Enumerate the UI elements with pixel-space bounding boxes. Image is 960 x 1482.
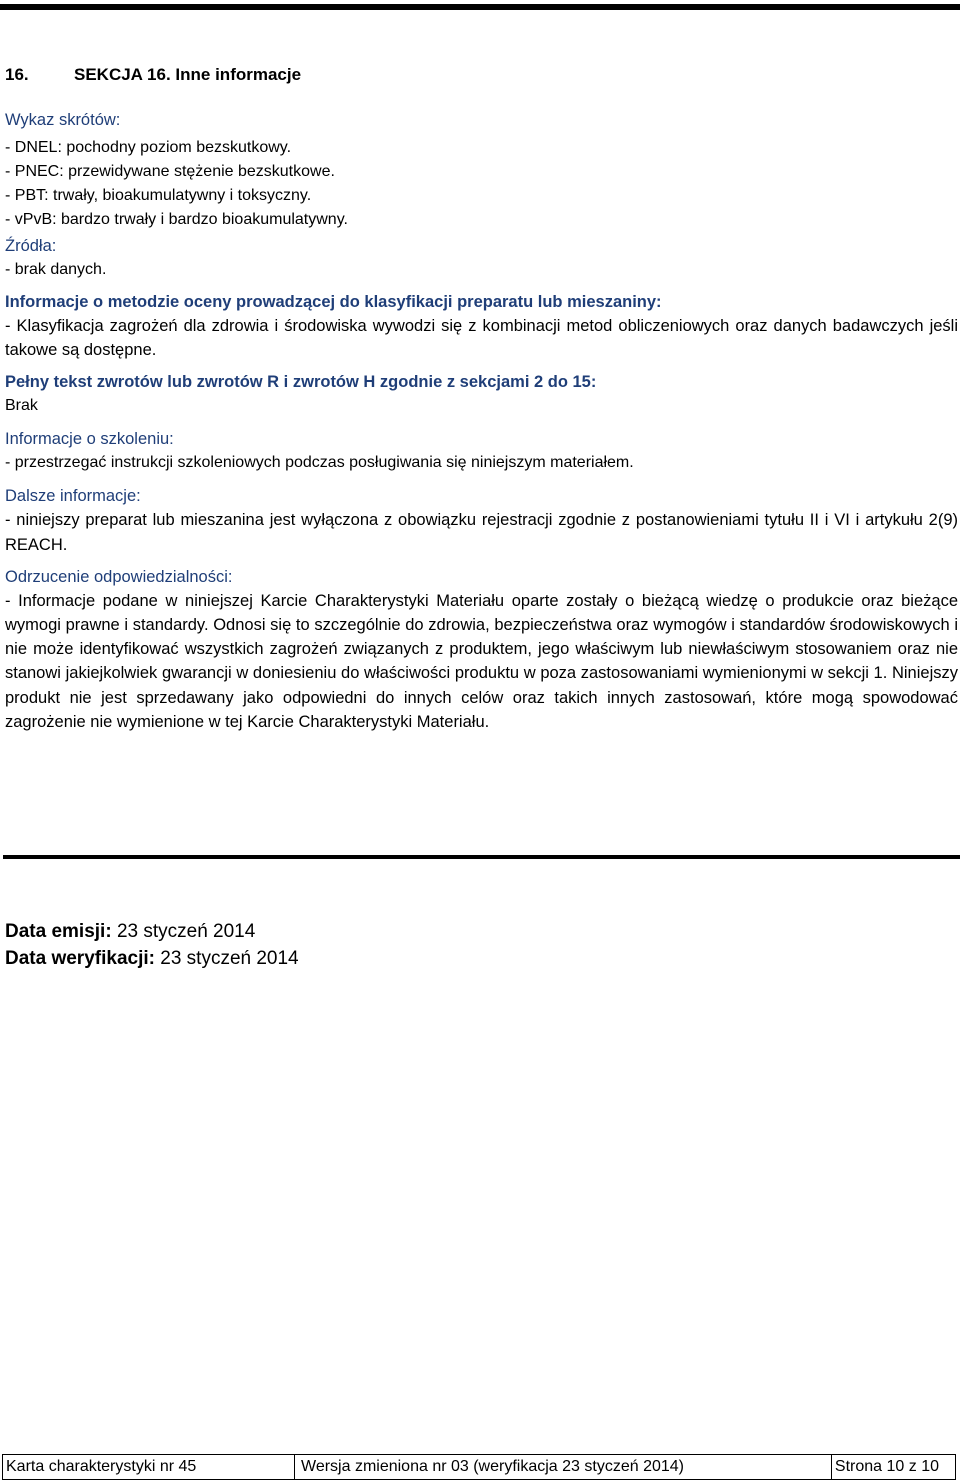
section-name: SEKCJA 16. Inne informacje xyxy=(74,65,302,84)
training-text: - przestrzegać instrukcji szkoleniowych podczas posługiwania się niniejszym materiałem. xyxy=(5,454,634,472)
top-rule xyxy=(0,4,960,10)
disclaimer-text: - Informacje podane w niniejszej Karcie Charakterystyki Materiału oparte zostały o bieżącą wiedzę o produkcie oraz bieżące wymogi prawne i standardy. Odnosi się to szczególnie do zdrowia, bezpieczeństwa oraz wymogów i standardów środowiskowych i nie może identyfikować wszystkich zagrożeń związanych z produktem, jego właściwym lub niewłaściwym stosowaniem oraz nie stanowi jakiejkolwiek gwarancji w doniesieniu do właściwości produktu w poza zastosowaniami wymienionymi w sekcji 1. Niniejszy produkt nie jest sprzedawany jako odpowiedni do innych celów oraz takich innych zastosowań, które mogą spowodować zagrożenie nie wymienione w tej Karcie Charakterystyki Materiału. xyxy=(5,591,958,731)
verification-date xyxy=(5,945,299,972)
footer-version: Wersja zmieniona nr 03 (weryfikacja 23 styczeń 2014) xyxy=(301,1458,684,1475)
method-text: - Klasyfikacja zagrożeń dla zdrowia i środowiska wywodzi się z kombinacji metod obliczeniowych oraz danych badawczych jeśli takowe są dostępne. xyxy=(5,317,958,360)
method-heading: Informacje o metodzie oceny prowadzącej do klasyfikacji preparatu lub mieszaniny: xyxy=(5,293,662,311)
abbreviations-heading: Wykaz skrótów: xyxy=(5,111,121,129)
abbreviation-item: - vPvB: bardzo trwały i bardzo bioakumulatywny. xyxy=(5,211,348,228)
section-title xyxy=(5,60,958,90)
dates-block xyxy=(5,918,299,972)
further-info-heading: Dalsze informacje: xyxy=(5,487,141,506)
issue-date xyxy=(5,918,299,945)
phrases-heading: Pełny tekst zwrotów lub zwrotów R i zwrotów H zgodnie z sekcjami 2 do 15: xyxy=(5,373,597,392)
abbreviation-item: - PNEC: przewidywane stężenie bezskutkowe. xyxy=(5,163,335,180)
further-info-text: - niniejszy preparat lub mieszanina jest wyłączona z obowiązku rejestracji zgodnie z postanowieniami tytułu II i VI i artykułu 2(9) REACH. xyxy=(5,511,958,554)
document-body xyxy=(5,60,958,734)
sources-text: - brak danych. xyxy=(5,261,107,278)
abbreviation-item: - DNEL: pochodny poziom bezskutkowy. xyxy=(5,139,292,156)
abbreviation-item: - PBT: trwały, bioakumulatywny i toksyczny. xyxy=(5,187,312,204)
verification-date-value: 23 styczeń 2014 xyxy=(160,948,299,969)
footer-page-number: Strona 10 z 10 xyxy=(834,1458,939,1475)
section-number: 16. xyxy=(5,65,29,84)
disclaimer-heading: Odrzucenie odpowiedzialności: xyxy=(5,567,233,586)
issue-date-label: Data emisji: xyxy=(5,921,112,942)
training-heading: Informacje o szkoleniu: xyxy=(5,430,174,449)
verification-date-label: Data weryfikacji: xyxy=(5,948,155,969)
sources-heading: Źródła: xyxy=(5,237,57,255)
divider-rule xyxy=(3,855,960,859)
page-footer xyxy=(2,1454,956,1480)
issue-date-value: 23 styczeń 2014 xyxy=(116,921,256,942)
footer-card-number: Karta charakterystyki nr 45 xyxy=(6,1458,197,1475)
phrases-text: Brak xyxy=(5,397,38,415)
